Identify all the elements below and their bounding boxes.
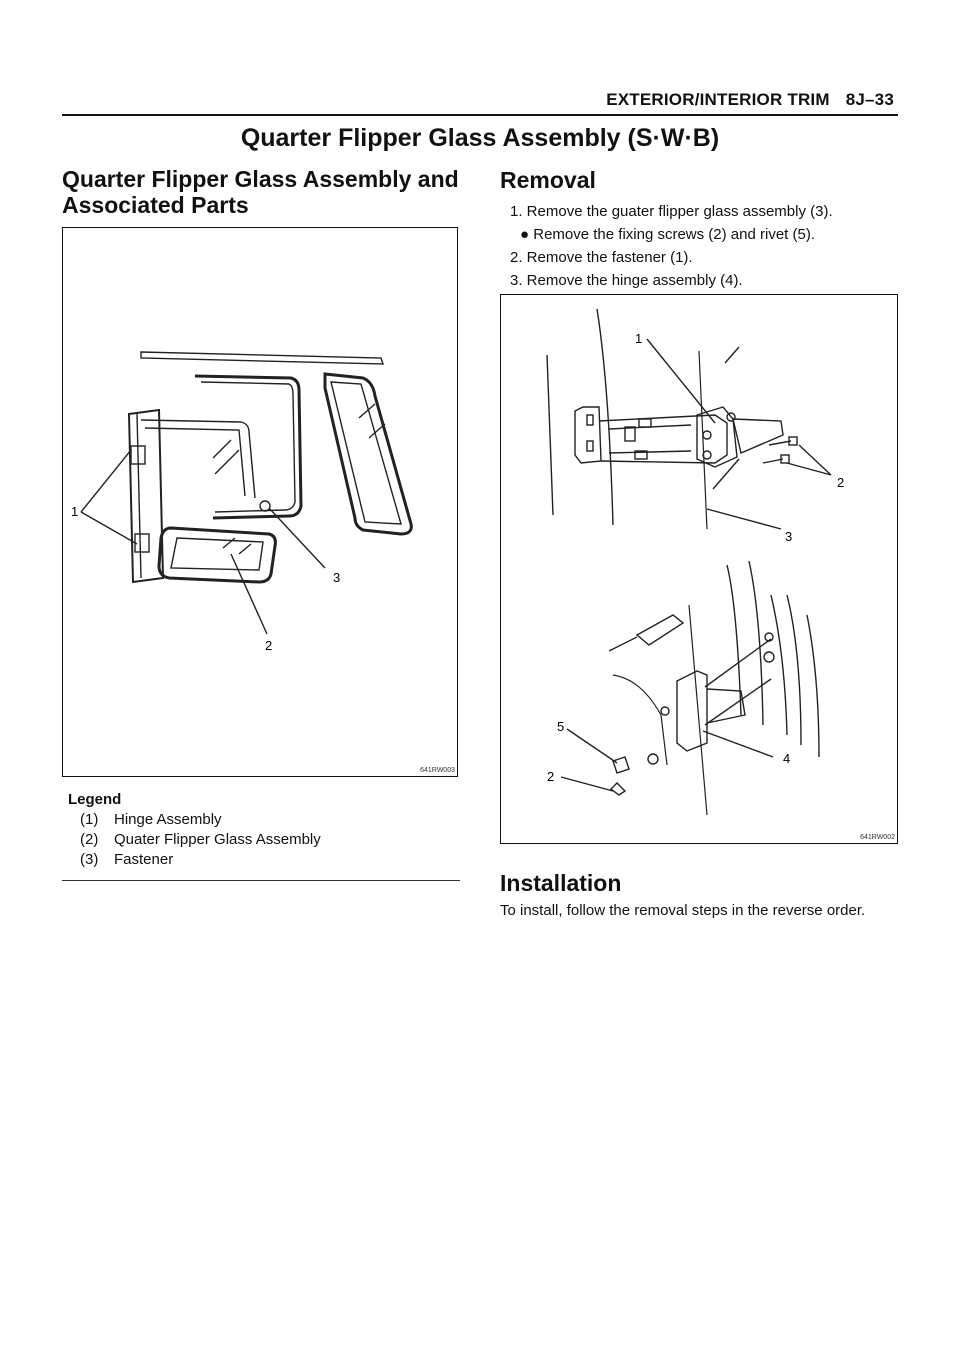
callout-1: 1 — [71, 504, 79, 519]
callout-3: 3 — [333, 570, 341, 585]
figure-hinge-removal — [500, 294, 898, 844]
figure-id: 641RW002 — [860, 834, 895, 841]
header-section: EXTERIOR/INTERIOR TRIM — [606, 90, 830, 109]
removal-steps — [510, 200, 833, 292]
removal-step: 3. Remove the hinge assembly (4). — [510, 272, 743, 289]
callout-5: 5 — [557, 719, 565, 734]
header-rule — [62, 114, 898, 116]
callout-2: 2 — [837, 475, 845, 490]
removal-heading: Removal — [500, 167, 596, 193]
callout-4: 4 — [783, 751, 791, 766]
hinge-removal-drawing — [501, 295, 897, 843]
left-section-heading: Quarter Flipper Glass Assembly and Associated Parts — [62, 166, 459, 218]
callout-2b: 2 — [547, 769, 555, 784]
figure-flipper-glass-parts — [62, 227, 458, 777]
callout-2: 2 — [265, 638, 273, 653]
installation-text: To install, follow the removal steps in the reverse order. — [500, 902, 866, 919]
callout-3: 3 — [785, 529, 793, 544]
legend-item: (2) Quater Flipper Glass Assembly — [80, 831, 321, 848]
removal-step: 2. Remove the fastener (1). — [510, 249, 693, 266]
removal-substep: ● Remove the fixing screws (2) and rivet (5). — [520, 226, 815, 243]
legend-rule — [62, 880, 460, 881]
legend-item: (3) Fastener — [80, 851, 174, 868]
callout-1: 1 — [635, 331, 643, 346]
running-header — [606, 90, 894, 110]
figure-id: 641RW003 — [420, 767, 455, 774]
removal-step: 1. Remove the guater flipper glass assembly (3). — [510, 203, 833, 220]
legend — [68, 791, 321, 870]
header-page-number: 8J–33 — [845, 90, 894, 109]
legend-title: Legend — [68, 791, 122, 808]
flipper-glass-drawing — [63, 228, 457, 776]
legend-item: (1) Hinge Assembly — [80, 811, 222, 828]
page-title: Quarter Flipper Glass Assembly (S·W·B) — [240, 124, 720, 152]
bullet-icon: ● — [520, 226, 530, 243]
installation-heading: Installation — [500, 870, 622, 896]
